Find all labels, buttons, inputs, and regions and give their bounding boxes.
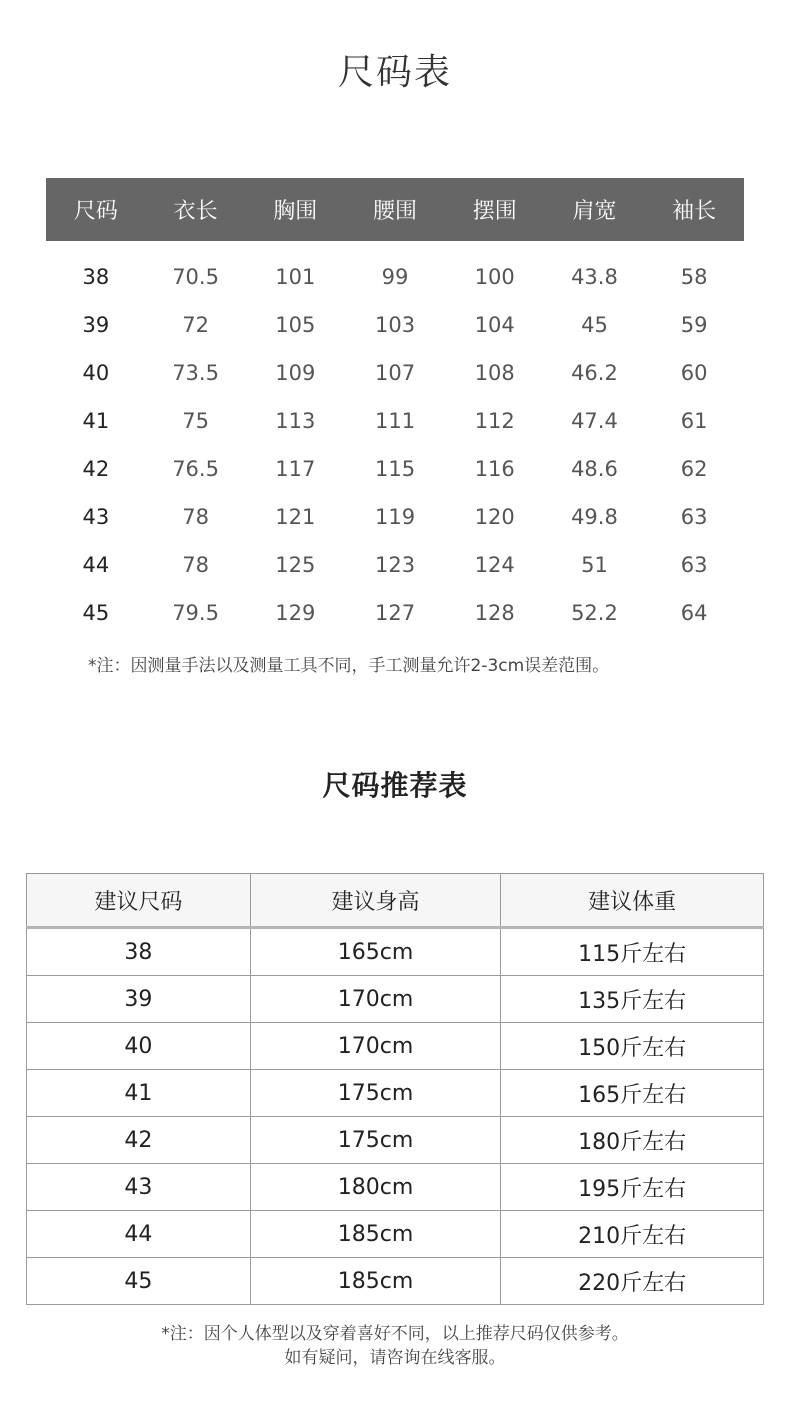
table-row <box>46 541 744 589</box>
table-cell: 100 <box>474 265 515 289</box>
header-suggested-height: 建议身高 <box>250 874 501 928</box>
table-cell: 63 <box>680 505 708 529</box>
table-cell: 39 <box>82 313 110 337</box>
table-row <box>27 1258 764 1305</box>
size-chart-header <box>46 178 744 241</box>
table-cell: 40 <box>82 361 110 385</box>
table-cell: 49.8 <box>571 505 618 529</box>
table-cell: 59 <box>680 313 708 337</box>
recommend-body <box>27 928 764 1305</box>
table-cell: 78 <box>182 505 209 529</box>
table-cell: 41 <box>27 1070 251 1117</box>
table-cell: 109 <box>275 361 316 385</box>
table-row <box>27 1211 764 1258</box>
header-waist: 腰围 <box>373 199 418 224</box>
table-row <box>27 1023 764 1070</box>
table-cell: 76.5 <box>172 457 219 481</box>
table-row <box>27 1070 764 1117</box>
table-cell: 40 <box>27 1023 251 1070</box>
header-chest: 胸围 <box>273 199 318 224</box>
table-cell: 117 <box>275 457 316 481</box>
table-cell: 165斤左右 <box>501 1070 764 1117</box>
table-cell: 150斤左右 <box>501 1023 764 1070</box>
table-cell: 48.6 <box>571 457 618 481</box>
header-length: 衣长 <box>173 199 218 224</box>
table-cell: 51 <box>581 553 608 577</box>
table-cell: 43 <box>27 1164 251 1211</box>
table-cell: 129 <box>275 601 316 625</box>
table-cell: 64 <box>680 601 708 625</box>
table-cell: 165cm <box>250 928 501 976</box>
table-cell: 113 <box>275 409 316 433</box>
recommend-title: 尺码推荐表 <box>322 769 468 802</box>
table-cell: 195斤左右 <box>501 1164 764 1211</box>
table-cell: 123 <box>374 553 416 577</box>
table-cell: 180cm <box>250 1164 501 1211</box>
table-cell: 46.2 <box>571 361 618 385</box>
table-cell: 61 <box>680 409 708 433</box>
size-chart-note: *注：因测量手法以及测量工具不同，手工测量允许2-3cm误差范围。 <box>88 656 610 676</box>
table-cell: 39 <box>27 976 251 1023</box>
recommend-note-line1: *注：因个人体型以及穿着喜好不同，以上推荐尺码仅供参考。 <box>161 1324 629 1344</box>
table-cell: 43 <box>82 505 110 529</box>
table-row <box>46 253 744 301</box>
table-cell: 45 <box>82 601 110 625</box>
table-cell: 115斤左右 <box>501 928 764 976</box>
table-cell: 128 <box>474 601 515 625</box>
table-cell: 170cm <box>250 976 501 1023</box>
table-cell: 107 <box>374 361 416 385</box>
table-cell: 41 <box>82 409 110 433</box>
table-cell: 38 <box>27 928 251 976</box>
table-row <box>46 397 744 445</box>
table-cell: 170cm <box>250 1023 501 1070</box>
table-row <box>27 1164 764 1211</box>
table-cell: 101 <box>275 265 316 289</box>
table-cell: 63 <box>680 553 708 577</box>
table-cell: 73.5 <box>172 361 219 385</box>
table-cell: 45 <box>27 1258 251 1305</box>
table-cell: 43.8 <box>571 265 618 289</box>
table-row <box>27 928 764 976</box>
table-cell: 45 <box>581 313 608 337</box>
table-cell: 62 <box>680 457 708 481</box>
header-shoulder: 肩宽 <box>572 199 617 224</box>
table-cell: 120 <box>474 505 515 529</box>
table-row <box>46 493 744 541</box>
table-cell: 121 <box>275 505 316 529</box>
table-cell: 119 <box>374 505 416 529</box>
table-cell: 79.5 <box>172 601 219 625</box>
table-cell: 78 <box>182 553 209 577</box>
table-cell: 104 <box>474 313 515 337</box>
table-cell: 115 <box>374 457 416 481</box>
table-cell: 99 <box>381 265 409 289</box>
size-chart-body <box>46 241 744 637</box>
header-suggested-size: 建议尺码 <box>27 874 251 928</box>
table-cell: 220斤左右 <box>501 1258 764 1305</box>
table-cell: 112 <box>474 409 515 433</box>
header-sleeve: 袖长 <box>672 199 717 224</box>
table-cell: 127 <box>374 601 416 625</box>
table-row <box>27 976 764 1023</box>
table-cell: 70.5 <box>172 265 219 289</box>
table-cell: 103 <box>374 313 416 337</box>
table-row <box>46 349 744 397</box>
table-cell: 105 <box>275 313 316 337</box>
recommend-table <box>26 873 764 1305</box>
table-cell: 42 <box>27 1117 251 1164</box>
table-cell: 124 <box>474 553 515 577</box>
recommend-note <box>0 1322 790 1370</box>
table-cell: 47.4 <box>571 409 618 433</box>
table-cell: 72 <box>182 313 209 337</box>
table-cell: 111 <box>374 409 416 433</box>
table-cell: 180斤左右 <box>501 1117 764 1164</box>
table-cell: 42 <box>82 457 110 481</box>
table-cell: 185cm <box>250 1258 501 1305</box>
recommend-header-row <box>27 874 764 928</box>
table-cell: 75 <box>182 409 209 433</box>
header-hem: 摆围 <box>472 199 517 224</box>
table-row <box>46 301 744 349</box>
size-chart-table <box>46 178 744 637</box>
header-size: 尺码 <box>73 199 118 224</box>
table-cell: 52.2 <box>571 601 618 625</box>
table-row <box>46 445 744 493</box>
table-cell: 210斤左右 <box>501 1211 764 1258</box>
table-cell: 116 <box>474 457 515 481</box>
table-cell: 108 <box>474 361 515 385</box>
table-cell: 175cm <box>250 1070 501 1117</box>
table-cell: 38 <box>82 265 110 289</box>
recommend-note-line2: 如有疑问，请咨询在线客服。 <box>284 1348 506 1368</box>
table-cell: 44 <box>27 1211 251 1258</box>
table-cell: 135斤左右 <box>501 976 764 1023</box>
table-cell: 175cm <box>250 1117 501 1164</box>
table-cell: 125 <box>275 553 316 577</box>
table-cell: 58 <box>680 265 708 289</box>
table-cell: 60 <box>680 361 708 385</box>
size-chart-title: 尺码表 <box>337 52 452 93</box>
header-suggested-weight: 建议体重 <box>501 874 764 928</box>
table-cell: 185cm <box>250 1211 501 1258</box>
table-row <box>27 1117 764 1164</box>
table-cell: 44 <box>82 553 110 577</box>
table-row <box>46 589 744 637</box>
